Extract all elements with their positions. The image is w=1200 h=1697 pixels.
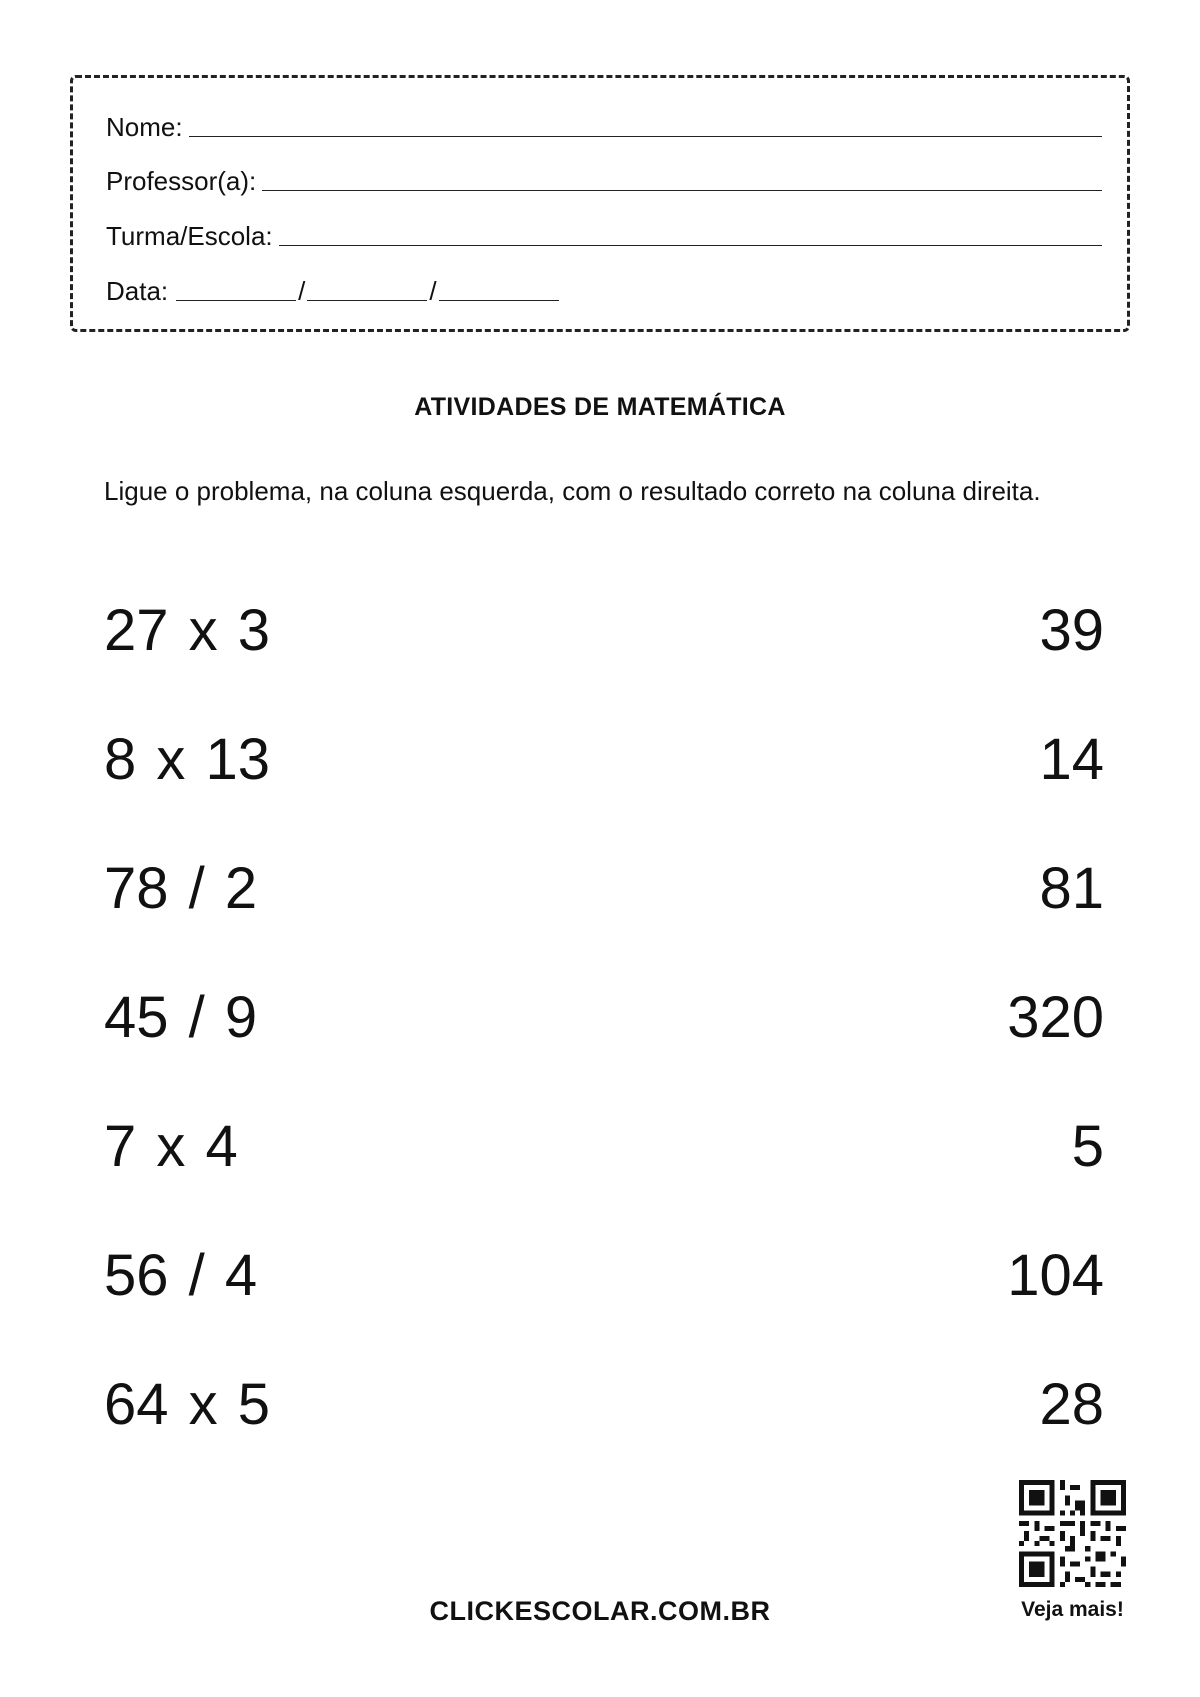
class-line[interactable] [279, 245, 1102, 246]
answer-item: 320 [1007, 985, 1104, 1050]
date-field[interactable] [106, 270, 559, 306]
problem-item: 45 / 9 [104, 985, 258, 1050]
student-info-box [70, 75, 1130, 332]
answer-item: 28 [1039, 1372, 1104, 1437]
teacher-line[interactable] [262, 190, 1102, 191]
page-title: ATIVIDADES DE MATEMÁTICA [414, 393, 786, 421]
class-field[interactable] [106, 215, 1102, 251]
qr-code-icon[interactable] [1019, 1480, 1126, 1587]
answer-item: 81 [1039, 856, 1104, 921]
answer-item: 104 [1007, 1243, 1104, 1308]
qr-caption: Veja mais! [1021, 1598, 1124, 1621]
date-day-line[interactable] [176, 300, 296, 301]
teacher-label: Professor(a): [106, 166, 257, 196]
problem-item: 8 x 13 [104, 727, 270, 792]
teacher-field[interactable] [106, 160, 1102, 196]
name-label: Nome: [106, 112, 183, 142]
date-separator: / [298, 276, 306, 306]
answer-item: 5 [1071, 1114, 1104, 1179]
class-label: Turma/Escola: [106, 221, 273, 251]
answer-item: 39 [1039, 598, 1104, 663]
date-month-line[interactable] [307, 300, 427, 301]
problem-item: 27 x 3 [104, 598, 270, 663]
problem-item: 78 / 2 [104, 856, 258, 921]
name-line[interactable] [189, 136, 1102, 137]
name-field[interactable] [106, 106, 1102, 142]
problem-item: 7 x 4 [104, 1114, 238, 1179]
date-separator: / [429, 276, 437, 306]
date-year-line[interactable] [439, 300, 559, 301]
problem-item: 56 / 4 [104, 1243, 258, 1308]
date-label: Data: [106, 276, 169, 306]
answer-item: 14 [1039, 727, 1104, 792]
footer-site[interactable]: CLICKESCOLAR.COM.BR [429, 1596, 771, 1626]
problem-item: 64 x 5 [104, 1372, 270, 1437]
instructions: Ligue o problema, na coluna esquerda, com o resultado correto na coluna direita. [104, 476, 1041, 506]
